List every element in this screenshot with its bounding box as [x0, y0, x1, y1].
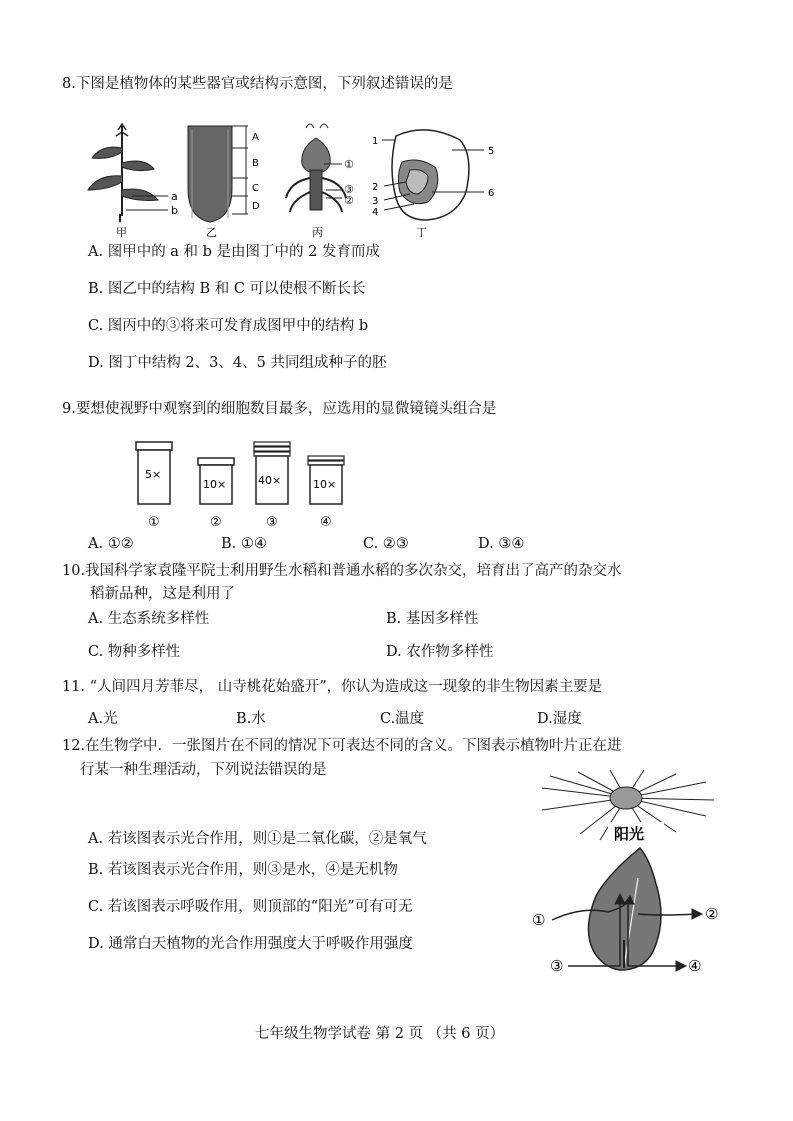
q10-stem-line1: 10.我国科学家袁隆平院士利用野生水稻和普通水稻的多次杂交，培育出了高产的杂交水 — [62, 563, 622, 579]
label-A: A — [252, 132, 259, 143]
q11-stem: 11. “人间四月芳菲尽， 山寺桃花始盛开”，你认为造成这一现象的非生物因素主要是 — [62, 679, 603, 695]
q11-option-c: C.温度 — [380, 711, 425, 727]
label-jia: 甲 — [116, 226, 127, 238]
lens-1-mag: 5× — [145, 468, 162, 481]
q10-option-c: C. 物种多样性 — [88, 644, 181, 660]
lens-2-num: ② — [210, 515, 222, 530]
lens-4 — [308, 456, 344, 530]
page-footer: 七年级生物学试卷 第 2 页 （共 6 页） — [255, 1026, 505, 1042]
q11-option-a: A.光 — [88, 711, 118, 727]
leaf-label-4: ④ — [688, 957, 702, 975]
q8-option-c: C. 图丙中的③将来可发育成图甲中的结构 b — [88, 318, 369, 334]
q10-option-d: D. 农作物多样性 — [386, 644, 494, 660]
q8-figure — [80, 118, 520, 238]
q12-option-c: C. 若该图表示呼吸作用，则顶部的“阳光”可有可无 — [88, 899, 413, 915]
label-C: C — [252, 183, 259, 194]
lens-3-mag: 40× — [258, 474, 282, 487]
lens-3 — [254, 442, 290, 530]
leaf-label-2: ② — [705, 905, 719, 923]
q11-option-d: D.湿度 — [537, 711, 582, 727]
lens-3-num: ③ — [266, 515, 278, 530]
q10-stem-line2: 稻新品种，这是利用了 — [90, 586, 235, 602]
lens-2 — [198, 458, 234, 530]
q11-option-b: B.水 — [236, 711, 266, 727]
label-ding: 丁 — [416, 226, 427, 238]
label-bing: 丙 — [312, 226, 323, 238]
leaf-label-1: ① — [532, 911, 546, 929]
q8-option-a: A. 图甲中的 a 和 b 是由图丁中的 2 发育而成 — [88, 244, 380, 260]
q9-option-d: D. ③④ — [478, 536, 525, 552]
q8-option-b: B. 图乙中的结构 B 和 C 可以使根不断长长 — [88, 281, 366, 297]
q10-option-a: A. 生态系统多样性 — [88, 611, 210, 627]
lens-figure — [120, 436, 360, 532]
q12-stem-line2: 行某一种生理活动，下列说法错误的是 — [80, 762, 327, 778]
q12-option-b: B. 若该图表示光合作用，则③是水，④是无机物 — [88, 862, 398, 878]
lens-4-num: ④ — [320, 515, 332, 530]
q9-option-a: A. ①② — [88, 536, 134, 552]
q8-option-d: D. 图丁中结构 2、3、4、5 共同组成种子的胚 — [88, 355, 387, 371]
lens-4-mag: 10× — [313, 478, 337, 491]
q9-option-b: B. ①④ — [221, 536, 267, 552]
seed-diagram — [382, 130, 484, 220]
lens-1 — [136, 442, 172, 530]
q12-stem-line1: 12.在生物学中．一张图片在不同的情况下可表达不同的含义。下图表示植物叶片正在进 — [62, 738, 622, 754]
plant-diagram — [88, 124, 168, 222]
leaf-label-3: ③ — [550, 957, 564, 975]
label-yi: 乙 — [206, 226, 217, 238]
label-b: b — [171, 204, 178, 217]
leaf-shape — [588, 848, 661, 970]
leaf-figure — [528, 770, 728, 980]
label-5: 5 — [488, 146, 495, 157]
label-3: 3 — [372, 196, 379, 207]
q9-stem: 9.要想使视野中观察到的细胞数目最多，应选用的显微镜镜头组合是 — [62, 401, 497, 417]
bud-diagram — [286, 124, 346, 212]
root-tip-diagram — [188, 126, 248, 222]
lens-1-num: ① — [148, 515, 160, 530]
label-1: 1 — [372, 136, 379, 147]
label-B: B — [252, 158, 259, 169]
q10-option-b: B. 基因多样性 — [386, 611, 479, 627]
lens-2-mag: 10× — [203, 478, 227, 491]
label-a: a — [171, 190, 178, 203]
label-circle2: ② — [344, 194, 354, 207]
q12-option-a: A. 若该图表示光合作用，则①是二氧化碳，②是氧气 — [88, 831, 427, 847]
label-4: 4 — [372, 207, 379, 218]
sunlight-label: 阳光 — [614, 825, 645, 843]
label-6: 6 — [488, 188, 495, 199]
label-circle3: ③ — [344, 183, 354, 196]
label-D: D — [252, 201, 260, 212]
q9-option-c: C. ②③ — [363, 536, 409, 552]
q12-option-d: D. 通常白天植物的光合作用强度大于呼吸作用强度 — [88, 936, 413, 952]
q8-stem: 8.下图是植物体的某些器官或结构示意图，下列叙述错误的是 — [62, 76, 453, 92]
label-2: 2 — [372, 182, 379, 193]
label-circle1: ① — [344, 158, 354, 171]
